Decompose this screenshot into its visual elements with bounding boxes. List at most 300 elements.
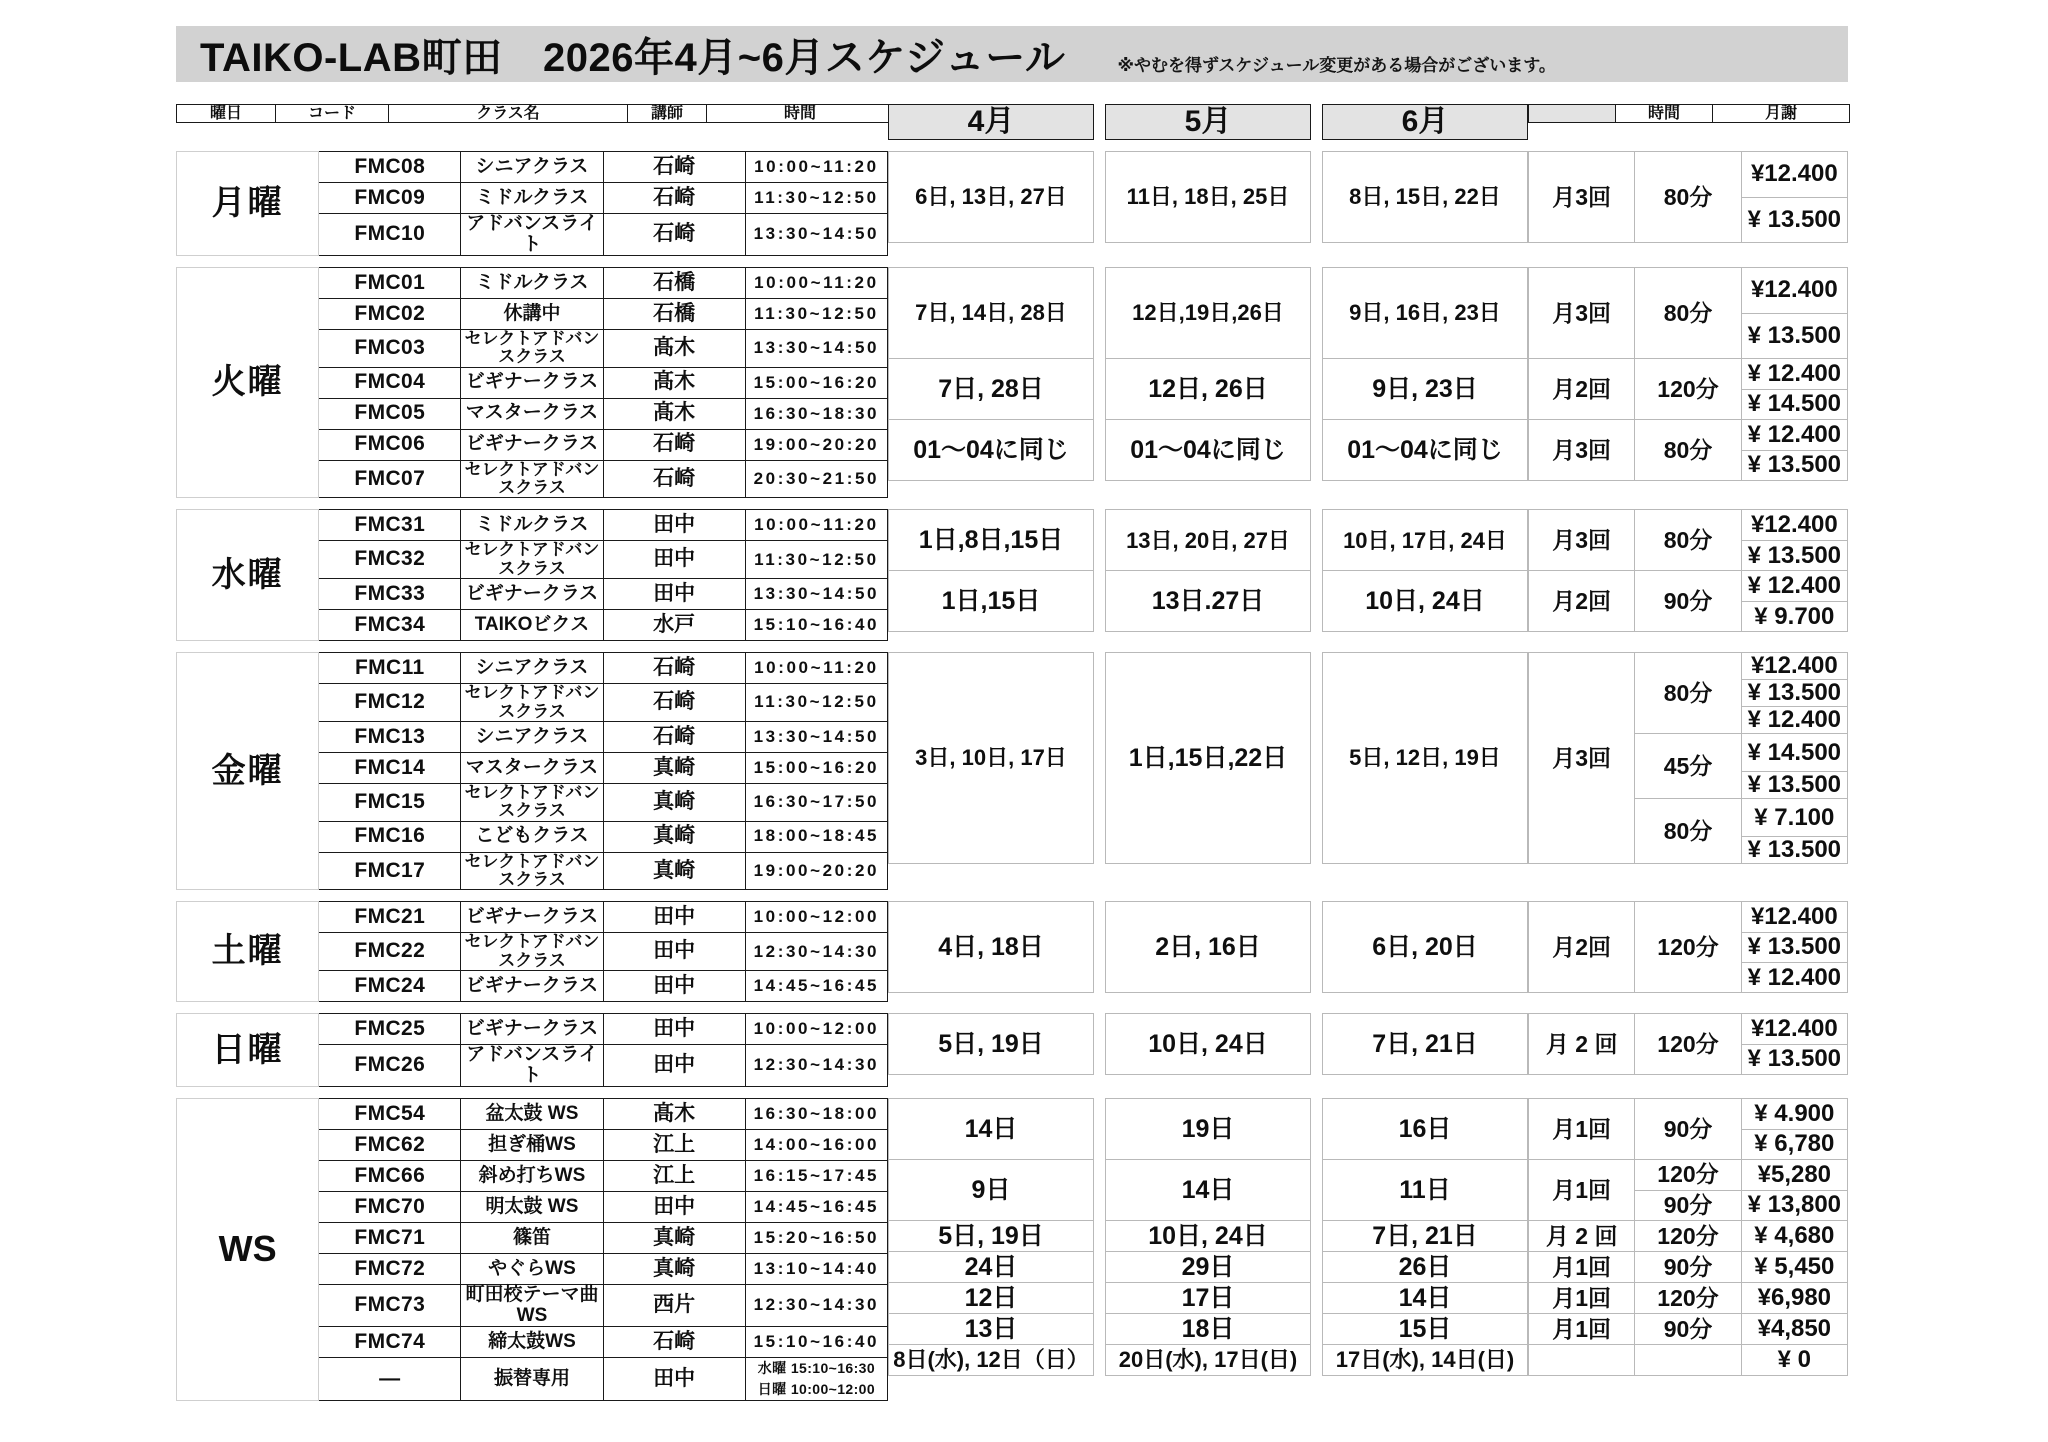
schedule-section-金曜 <box>176 652 1848 890</box>
class-code-cell: FMC05 <box>319 398 461 429</box>
time-line-1: 水曜 15:10~16:30 <box>757 1360 876 1377</box>
table-row <box>177 653 888 684</box>
time-cell: 11:30~12:50 <box>745 541 887 579</box>
frequency-cell: 月1回 <box>1529 1160 1635 1221</box>
class-code-cell: FMC21 <box>319 902 461 933</box>
teacher-cell: 石崎 <box>603 460 745 498</box>
duration-cell: 120分 <box>1635 902 1741 993</box>
class-code-cell: FMC33 <box>319 579 461 610</box>
class-code-cell: FMC01 <box>319 268 461 299</box>
date-cell: 12日, 26日 <box>1106 359 1311 420</box>
fee-cell: ¥ 6,780 <box>1741 1129 1847 1160</box>
fee-cell: ¥ 5,450 <box>1741 1252 1847 1283</box>
date-cell: 24日 <box>889 1252 1094 1283</box>
header-right-group <box>1528 104 1848 140</box>
section-months-水曜 <box>888 509 1528 641</box>
fee-cell: ¥12.400 <box>1741 510 1847 541</box>
duration-cell: 120分 <box>1635 1283 1741 1314</box>
frequency-cell: 月2回 <box>1529 902 1635 993</box>
date-cell: 20日(水), 17日(日) <box>1106 1345 1311 1376</box>
class-name-cell: セレクトアドバンスクラス <box>461 460 603 498</box>
column-header-month-6: 6月 <box>1323 105 1528 140</box>
date-cell: 17日 <box>1106 1283 1311 1314</box>
time-cell: 16:30~18:30 <box>745 398 887 429</box>
class-code-cell: FMC06 <box>319 429 461 460</box>
class-code-cell: FMC24 <box>319 971 461 1002</box>
day-label-金曜: 金曜 <box>177 653 319 890</box>
class-code-cell: FMC32 <box>319 541 461 579</box>
table-row <box>177 510 888 541</box>
time-cell: 18:00~18:45 <box>745 821 887 852</box>
column-header-fee: 月謝 <box>1713 105 1850 123</box>
fee-cell: ¥ 12.400 <box>1741 571 1847 602</box>
section-right-土曜 <box>1528 901 1848 1002</box>
date-cell: 9日, 23日 <box>1323 359 1528 420</box>
class-name-cell: ミドルクラス <box>461 268 603 299</box>
class-code-cell: FMC11 <box>319 653 461 684</box>
frequency-cell: 月 2 回 <box>1529 1221 1635 1252</box>
teacher-cell: 田中 <box>603 1192 745 1223</box>
class-code-cell: FMC09 <box>319 183 461 214</box>
teacher-cell: 石橋 <box>603 268 745 299</box>
date-cell: 19日 <box>1106 1099 1311 1160</box>
fee-cell: ¥ 13,800 <box>1741 1190 1847 1221</box>
section-months-金曜 <box>888 652 1528 890</box>
date-cell: 8日, 15日, 22日 <box>1323 152 1528 243</box>
section-months-土曜 <box>888 901 1528 1002</box>
column-header-month-4: 4月 <box>889 105 1094 140</box>
teacher-cell: 髙木 <box>603 398 745 429</box>
header-month-group <box>888 104 1528 140</box>
class-code-cell: FMC72 <box>319 1254 461 1285</box>
section-right-水曜 <box>1528 509 1848 641</box>
time-cell: 15:00~16:20 <box>745 367 887 398</box>
date-cell: 13日, 20日, 27日 <box>1106 510 1311 571</box>
date-cell: 12日 <box>889 1283 1094 1314</box>
date-cell: 5日, 12日, 19日 <box>1323 653 1528 864</box>
fee-cell: ¥12.400 <box>1741 902 1847 932</box>
teacher-cell: 石崎 <box>603 721 745 752</box>
duration-cell: 80分 <box>1635 799 1741 864</box>
column-header-code: コード <box>276 105 389 123</box>
class-code-cell: FMC15 <box>319 783 461 821</box>
time-cell: 15:00~16:20 <box>745 752 887 783</box>
class-code-cell: FMC31 <box>319 510 461 541</box>
time-cell: 11:30~12:50 <box>745 299 887 330</box>
fee-cell: ¥ 13.500 <box>1741 197 1847 243</box>
date-cell: 11日, 18日, 25日 <box>1106 152 1311 243</box>
class-name-cell: やぐらWS <box>461 1254 603 1285</box>
date-cell: 11日 <box>1323 1160 1528 1221</box>
class-name-cell: セレクトアドバンスクラス <box>461 852 603 890</box>
table-row <box>177 152 888 183</box>
class-name-cell: 締太鼓WS <box>461 1327 603 1358</box>
table-row <box>177 902 888 933</box>
teacher-cell: 江上 <box>603 1161 745 1192</box>
time-cell: 12:30~14:30 <box>745 933 887 971</box>
class-code-cell: FMC22 <box>319 933 461 971</box>
time-cell: 15:20~16:50 <box>745 1223 887 1254</box>
date-cell: 8日(水), 12日（日） <box>889 1345 1094 1376</box>
fee-cell: ¥ 13.500 <box>1741 1044 1847 1075</box>
time-cell: 13:10~14:40 <box>745 1254 887 1285</box>
duration-cell: 80分 <box>1635 268 1741 359</box>
class-code-cell: FMC02 <box>319 299 461 330</box>
frequency-cell: 月1回 <box>1529 1283 1635 1314</box>
class-name-cell: セレクトアドバンスクラス <box>461 933 603 971</box>
teacher-cell: 石橋 <box>603 299 745 330</box>
section-left-土曜 <box>176 901 888 1002</box>
teacher-cell: 真崎 <box>603 752 745 783</box>
date-cell: 14日 <box>1323 1283 1528 1314</box>
date-cell: 3日, 10日, 17日 <box>889 653 1094 864</box>
class-code-cell: FMC70 <box>319 1192 461 1223</box>
class-name-cell: 休講中 <box>461 299 603 330</box>
date-cell: 5日, 19日 <box>889 1221 1094 1252</box>
class-code-cell: FMC26 <box>319 1045 461 1087</box>
class-code-cell: FMC10 <box>319 214 461 256</box>
time-cell: 14:45~16:45 <box>745 1192 887 1223</box>
date-cell: 9日, 16日, 23日 <box>1323 268 1528 359</box>
time-cell: 15:10~16:40 <box>745 1327 887 1358</box>
class-name-cell: ビギナークラス <box>461 902 603 933</box>
fee-cell: ¥ 12.400 <box>1741 359 1847 390</box>
frequency-cell: 月3回 <box>1529 653 1635 864</box>
class-code-cell: FMC34 <box>319 610 461 641</box>
day-label-WS: WS <box>177 1099 319 1401</box>
frequency-cell: 月1回 <box>1529 1314 1635 1345</box>
schedule-section-土曜 <box>176 901 1848 1002</box>
class-name-cell: 担ぎ桶WS <box>461 1130 603 1161</box>
date-cell: 10日, 17日, 24日 <box>1323 510 1528 571</box>
duration-cell <box>1635 1345 1741 1376</box>
column-header-class-name: クラス名 <box>389 105 628 123</box>
frequency-cell: 月1回 <box>1529 1252 1635 1283</box>
teacher-cell: 田中 <box>603 971 745 1002</box>
date-cell: 10日, 24日 <box>1106 1221 1311 1252</box>
date-cell: 5日, 19日 <box>889 1014 1094 1075</box>
section-right-火曜 <box>1528 267 1848 498</box>
class-code-cell: FMC66 <box>319 1161 461 1192</box>
date-cell: 7日, 21日 <box>1323 1221 1528 1252</box>
date-cell: 14日 <box>1106 1160 1311 1221</box>
time-cell: 19:00~20:20 <box>745 429 887 460</box>
teacher-cell: 真崎 <box>603 821 745 852</box>
class-code-cell: FMC74 <box>319 1327 461 1358</box>
time-cell: 13:30~14:50 <box>745 579 887 610</box>
time-cell: 10:00~11:20 <box>745 510 887 541</box>
class-name-cell: アドバンスライト <box>461 214 603 256</box>
fee-cell: ¥4,850 <box>1741 1314 1847 1345</box>
frequency-cell: 月3回 <box>1529 152 1635 243</box>
column-header-duration: 時間 <box>1616 105 1713 123</box>
fee-cell: ¥5,280 <box>1741 1160 1847 1191</box>
fee-cell: ¥ 0 <box>1741 1345 1847 1376</box>
column-header-teacher: 講師 <box>628 105 707 123</box>
date-cell: 12日,19日,26日 <box>1106 268 1311 359</box>
duration-cell: 90分 <box>1635 1099 1741 1160</box>
date-cell: 1日,8日,15日 <box>889 510 1094 571</box>
time-cell: 14:00~16:00 <box>745 1130 887 1161</box>
date-cell: 7日, 28日 <box>889 359 1094 420</box>
section-right-月曜 <box>1528 151 1848 256</box>
class-name-cell: シニアクラス <box>461 721 603 752</box>
duration-cell: 120分 <box>1635 359 1741 420</box>
time-cell: 11:30~12:50 <box>745 183 887 214</box>
class-code-cell: FMC08 <box>319 152 461 183</box>
column-header-month-5: 5月 <box>1106 105 1311 140</box>
class-code-cell: FMC12 <box>319 684 461 722</box>
time-cell: 15:10~16:40 <box>745 610 887 641</box>
date-cell: 10日, 24日 <box>1106 1014 1311 1075</box>
time-cell: 10:00~11:20 <box>745 152 887 183</box>
table-row <box>177 268 888 299</box>
title-banner <box>176 26 1848 82</box>
section-left-WS <box>176 1098 888 1401</box>
section-right-日曜 <box>1528 1013 1848 1087</box>
class-name-cell: セレクトアドバンスクラス <box>461 330 603 368</box>
teacher-cell: 石崎 <box>603 429 745 460</box>
frequency-cell <box>1529 1345 1635 1376</box>
time-cell: 10:00~11:20 <box>745 653 887 684</box>
date-cell: 6日, 20日 <box>1323 902 1528 993</box>
teacher-cell: 田中 <box>603 579 745 610</box>
date-cell: 29日 <box>1106 1252 1311 1283</box>
section-right-WS <box>1528 1098 1848 1401</box>
time-cell: 19:00~20:20 <box>745 852 887 890</box>
class-name-cell: 篠笛 <box>461 1223 603 1254</box>
teacher-cell: 真崎 <box>603 783 745 821</box>
teacher-cell: 水戸 <box>603 610 745 641</box>
time-cell <box>745 1358 887 1401</box>
day-label-水曜: 水曜 <box>177 510 319 641</box>
fee-cell: ¥12.400 <box>1741 268 1847 314</box>
day-label-日曜: 日曜 <box>177 1014 319 1087</box>
table-header-row <box>176 104 1848 140</box>
date-cell: 9日 <box>889 1160 1094 1221</box>
fee-cell: ¥6,980 <box>1741 1283 1847 1314</box>
section-right-金曜 <box>1528 652 1848 890</box>
class-code-cell: FMC04 <box>319 367 461 398</box>
class-code-cell: FMC16 <box>319 821 461 852</box>
fee-cell: ¥ 13.500 <box>1741 932 1847 962</box>
class-name-cell: シニアクラス <box>461 152 603 183</box>
duration-cell: 90分 <box>1635 1252 1741 1283</box>
teacher-cell: 田中 <box>603 933 745 971</box>
teacher-cell: 真崎 <box>603 852 745 890</box>
fee-cell: ¥ 14.500 <box>1741 389 1847 420</box>
section-left-日曜 <box>176 1013 888 1087</box>
teacher-cell: 石崎 <box>603 684 745 722</box>
frequency-cell: 月3回 <box>1529 420 1635 481</box>
fee-cell: ¥ 7.100 <box>1741 799 1847 837</box>
column-header-time: 時間 <box>707 105 894 123</box>
class-name-cell: ビギナークラス <box>461 971 603 1002</box>
schedule-section-WS <box>176 1098 1848 1401</box>
time-cell: 10:00~11:20 <box>745 268 887 299</box>
class-code-cell: FMC14 <box>319 752 461 783</box>
date-cell: 7日, 21日 <box>1323 1014 1528 1075</box>
schedule-grid <box>176 104 1848 1412</box>
class-name-cell: ミドルクラス <box>461 510 603 541</box>
class-name-cell: アドバンスライト <box>461 1045 603 1087</box>
section-left-水曜 <box>176 509 888 641</box>
frequency-cell: 月3回 <box>1529 268 1635 359</box>
duration-cell: 90分 <box>1635 571 1741 632</box>
class-name-cell: シニアクラス <box>461 653 603 684</box>
date-cell: 01〜04に同じ <box>1323 420 1528 481</box>
fee-cell: ¥ 13.500 <box>1741 837 1847 864</box>
class-name-cell: ビギナークラス <box>461 429 603 460</box>
time-cell: 20:30~21:50 <box>745 460 887 498</box>
duration-cell: 90分 <box>1635 1314 1741 1345</box>
class-code-cell: FMC07 <box>319 460 461 498</box>
fee-cell: ¥ 13.500 <box>1741 313 1847 359</box>
section-left-金曜 <box>176 652 888 890</box>
teacher-cell: 石崎 <box>603 183 745 214</box>
class-code-cell: FMC13 <box>319 721 461 752</box>
time-cell: 12:30~14:30 <box>745 1045 887 1087</box>
date-cell: 1日,15日,22日 <box>1106 653 1311 864</box>
date-cell: 13日 <box>889 1314 1094 1345</box>
fee-cell: ¥ 13.500 <box>1741 772 1847 799</box>
duration-cell: 120分 <box>1635 1160 1741 1191</box>
date-cell: 15日 <box>1323 1314 1528 1345</box>
date-cell: 7日, 14日, 28日 <box>889 268 1094 359</box>
class-name-cell: 盆太鼓 WS <box>461 1099 603 1130</box>
fee-cell: ¥ 4.900 <box>1741 1099 1847 1130</box>
fee-cell: ¥ 13.500 <box>1741 450 1847 481</box>
table-row <box>177 1099 888 1130</box>
section-months-日曜 <box>888 1013 1528 1087</box>
frequency-cell: 月2回 <box>1529 571 1635 632</box>
class-code-cell: FMC17 <box>319 852 461 890</box>
time-cell: 13:30~14:50 <box>745 721 887 752</box>
page-title: TAIKO-LAB町田 2026年4月~6月スケジュール <box>200 35 1066 80</box>
section-left-月曜 <box>176 151 888 256</box>
class-name-cell: 町田校テーマ曲WS <box>461 1285 603 1327</box>
fee-cell: ¥ 12.400 <box>1741 707 1847 734</box>
duration-cell: 90分 <box>1635 1190 1741 1221</box>
duration-cell: 120分 <box>1635 1221 1741 1252</box>
class-name-cell: 斜め打ちWS <box>461 1161 603 1192</box>
class-code-cell: FMC54 <box>319 1099 461 1130</box>
date-cell: 6日, 13日, 27日 <box>889 152 1094 243</box>
day-label-月曜: 月曜 <box>177 152 319 256</box>
header-left-group <box>176 104 888 140</box>
date-cell: 01〜04に同じ <box>889 420 1094 481</box>
header-row <box>177 105 894 123</box>
time-cell: 13:30~14:50 <box>745 214 887 256</box>
fee-cell: ¥ 14.500 <box>1741 733 1847 771</box>
class-code-cell: FMC25 <box>319 1014 461 1045</box>
date-cell: 2日, 16日 <box>1106 902 1311 993</box>
schedule-section-月曜 <box>176 151 1848 256</box>
teacher-cell: 石崎 <box>603 214 745 256</box>
teacher-cell: 真崎 <box>603 1223 745 1254</box>
time-cell: 12:30~14:30 <box>745 1285 887 1327</box>
frequency-cell: 月3回 <box>1529 510 1635 571</box>
class-name-cell: 明太鼓 WS <box>461 1192 603 1223</box>
time-cell: 16:30~18:00 <box>745 1099 887 1130</box>
teacher-cell: 髙木 <box>603 330 745 368</box>
fee-cell: ¥ 13.500 <box>1741 540 1847 571</box>
teacher-cell: 田中 <box>603 1358 745 1401</box>
duration-cell: 80分 <box>1635 653 1741 734</box>
schedule-section-水曜 <box>176 509 1848 641</box>
time-cell: 13:30~14:50 <box>745 330 887 368</box>
frequency-cell: 月2回 <box>1529 359 1635 420</box>
fee-cell: ¥12.400 <box>1741 653 1847 680</box>
table-row <box>177 1014 888 1045</box>
fee-cell: ¥ 4,680 <box>1741 1221 1847 1252</box>
class-name-cell: ビギナークラス <box>461 579 603 610</box>
time-line-2: 日曜 10:00~12:00 <box>757 1381 876 1398</box>
section-left-火曜 <box>176 267 888 498</box>
class-name-cell: こどもクラス <box>461 821 603 852</box>
date-cell: 17日(水), 14日(日) <box>1323 1345 1528 1376</box>
fee-cell: ¥12.400 <box>1741 152 1847 198</box>
fee-cell: ¥12.400 <box>1741 1014 1847 1045</box>
class-name-cell: セレクトアドバンスクラス <box>461 541 603 579</box>
class-name-cell: マスタークラス <box>461 752 603 783</box>
fee-cell: ¥ 9.700 <box>1741 601 1847 632</box>
duration-cell: 45分 <box>1635 733 1741 798</box>
teacher-cell: 髙木 <box>603 367 745 398</box>
date-cell: 14日 <box>889 1099 1094 1160</box>
duration-cell: 80分 <box>1635 152 1741 243</box>
date-cell: 18日 <box>1106 1314 1311 1345</box>
fee-cell: ¥ 12.400 <box>1741 420 1847 451</box>
teacher-cell: 真崎 <box>603 1254 745 1285</box>
schedule-section-日曜 <box>176 1013 1848 1087</box>
teacher-cell: 石崎 <box>603 152 745 183</box>
class-name-cell: セレクトアドバンスクラス <box>461 684 603 722</box>
class-name-cell: ビギナークラス <box>461 1014 603 1045</box>
class-name-cell: ビギナークラス <box>461 367 603 398</box>
time-cell: 16:15~17:45 <box>745 1161 887 1192</box>
class-name-cell: セレクトアドバンスクラス <box>461 783 603 821</box>
date-cell: 01〜04に同じ <box>1106 420 1311 481</box>
schedule-change-note: ※やむを得ずスケジュール変更がある場合がございます。 <box>1117 56 1556 75</box>
frequency-cell: 月 2 回 <box>1529 1014 1635 1075</box>
date-cell: 4日, 18日 <box>889 902 1094 993</box>
teacher-cell: 田中 <box>603 541 745 579</box>
duration-cell: 120分 <box>1635 1014 1741 1075</box>
teacher-cell: 石崎 <box>603 1327 745 1358</box>
section-months-WS <box>888 1098 1528 1401</box>
schedule-section-火曜 <box>176 267 1848 498</box>
teacher-cell: 田中 <box>603 1045 745 1087</box>
section-months-火曜 <box>888 267 1528 498</box>
date-cell: 10日, 24日 <box>1323 571 1528 632</box>
fee-cell: ¥ 12.400 <box>1741 963 1847 993</box>
day-label-火曜: 火曜 <box>177 268 319 498</box>
teacher-cell: 江上 <box>603 1130 745 1161</box>
time-cell: 10:00~12:00 <box>745 902 887 933</box>
date-cell: 13日.27日 <box>1106 571 1311 632</box>
class-name-cell: 振替専用 <box>461 1358 603 1401</box>
teacher-cell: 田中 <box>603 1014 745 1045</box>
duration-cell: 80分 <box>1635 420 1741 481</box>
frequency-cell: 月1回 <box>1529 1099 1635 1160</box>
teacher-cell: 西片 <box>603 1285 745 1327</box>
teacher-cell: 田中 <box>603 902 745 933</box>
date-cell: 1日,15日 <box>889 571 1094 632</box>
time-cell: 10:00~12:00 <box>745 1014 887 1045</box>
date-cell: 16日 <box>1323 1099 1528 1160</box>
class-code-cell: FMC62 <box>319 1130 461 1161</box>
